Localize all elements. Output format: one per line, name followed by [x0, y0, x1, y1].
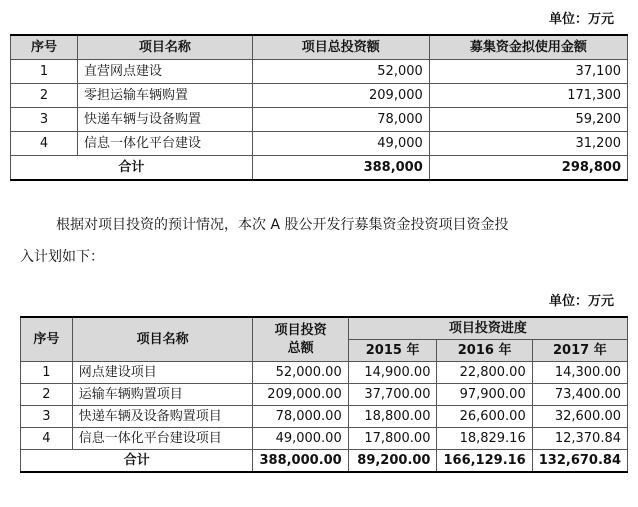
cell-no: 4 [21, 428, 73, 450]
cell-total: 52,000 [252, 60, 429, 84]
cell-2015: 18,800.00 [348, 406, 437, 428]
sum-raise: 298,800 [429, 156, 627, 181]
cell-no: 3 [21, 406, 73, 428]
cell-total: 209,000 [252, 84, 429, 108]
table-row [21, 384, 628, 406]
cell-name: 运输车辆购置项目 [72, 384, 253, 406]
cell-2017: 14,300.00 [532, 362, 627, 384]
sum-total: 388,000.00 [253, 450, 348, 473]
unit-label-1: 单位：万元 [548, 12, 614, 27]
paragraph-line-1: 根据对项目投资的预计情况，本次 A 股公开发行募集资金投资项目资金投 [56, 217, 509, 233]
cell-no: 2 [11, 84, 78, 108]
paragraph-line-2: 入计划如下： [20, 249, 104, 265]
header-no: 序号 [11, 35, 78, 60]
header-raise: 募集资金拟使用金额 [429, 35, 627, 60]
cell-total: 209,000.00 [253, 384, 348, 406]
cell-name: 信息一体化平台建设项目 [72, 428, 253, 450]
sum-2017: 132,670.84 [532, 450, 627, 473]
cell-raise: 37,100 [429, 60, 627, 84]
unit-label-2: 单位：万元 [548, 294, 614, 309]
cell-total: 52,000.00 [253, 362, 348, 384]
investment-table [10, 34, 628, 181]
cell-total: 49,000 [252, 132, 429, 156]
sum-label: 合计 [21, 450, 253, 473]
cell-total: 78,000 [252, 108, 429, 132]
table-header-row [11, 35, 628, 60]
table-header-row [21, 317, 628, 340]
cell-2016: 97,900.00 [437, 384, 532, 406]
cell-name: 零担运输车辆购置 [78, 84, 253, 108]
sum-total: 388,000 [252, 156, 429, 181]
cell-no: 2 [21, 384, 73, 406]
cell-name: 快递车辆及设备购置项目 [72, 406, 253, 428]
header-year-2016: 2016 年 [437, 340, 532, 362]
cell-2016: 18,829.16 [437, 428, 532, 450]
sum-label: 合计 [11, 156, 253, 181]
header-name: 项目名称 [78, 35, 253, 60]
table-sum-row [21, 450, 628, 473]
cell-2015: 14,900.00 [348, 362, 437, 384]
sum-2015: 89,200.00 [348, 450, 437, 473]
table-row [21, 362, 628, 384]
cell-2015: 37,700.00 [348, 384, 437, 406]
table-row [21, 428, 628, 450]
header-total [253, 317, 348, 362]
cell-no: 4 [11, 132, 78, 156]
header-total: 项目总投资额 [252, 35, 429, 60]
cell-total: 78,000.00 [253, 406, 348, 428]
header-year-2017: 2017 年 [532, 340, 627, 362]
cell-2015: 17,800.00 [348, 428, 437, 450]
table-row [11, 60, 628, 84]
header-no: 序号 [21, 317, 73, 362]
sum-2016: 166,129.16 [437, 450, 532, 473]
cell-raise: 171,300 [429, 84, 627, 108]
table-row [11, 84, 628, 108]
cell-total: 49,000.00 [253, 428, 348, 450]
table-row [11, 132, 628, 156]
investment-schedule-table [20, 316, 628, 473]
cell-no: 3 [11, 108, 78, 132]
header-progress: 项目投资进度 [348, 317, 627, 340]
table-row [11, 108, 628, 132]
table-sum-row [11, 156, 628, 181]
cell-name: 直营网点建设 [78, 60, 253, 84]
cell-2017: 12,370.84 [532, 428, 627, 450]
cell-raise: 59,200 [429, 108, 627, 132]
header-total-line-2: 总额 [287, 340, 314, 356]
cell-2017: 73,400.00 [532, 384, 627, 406]
cell-no: 1 [21, 362, 73, 384]
cell-2016: 26,600.00 [437, 406, 532, 428]
table-row [21, 406, 628, 428]
cell-raise: 31,200 [429, 132, 627, 156]
cell-2017: 32,600.00 [532, 406, 627, 428]
cell-name: 信息一体化平台建设 [78, 132, 253, 156]
cell-no: 1 [11, 60, 78, 84]
cell-name: 网点建设项目 [72, 362, 253, 384]
cell-name: 快递车辆与设备购置 [78, 108, 253, 132]
header-year-2015: 2015 年 [348, 340, 437, 362]
header-total-line-1: 项目投资 [274, 322, 327, 338]
cell-2016: 22,800.00 [437, 362, 532, 384]
header-name: 项目名称 [72, 317, 253, 362]
